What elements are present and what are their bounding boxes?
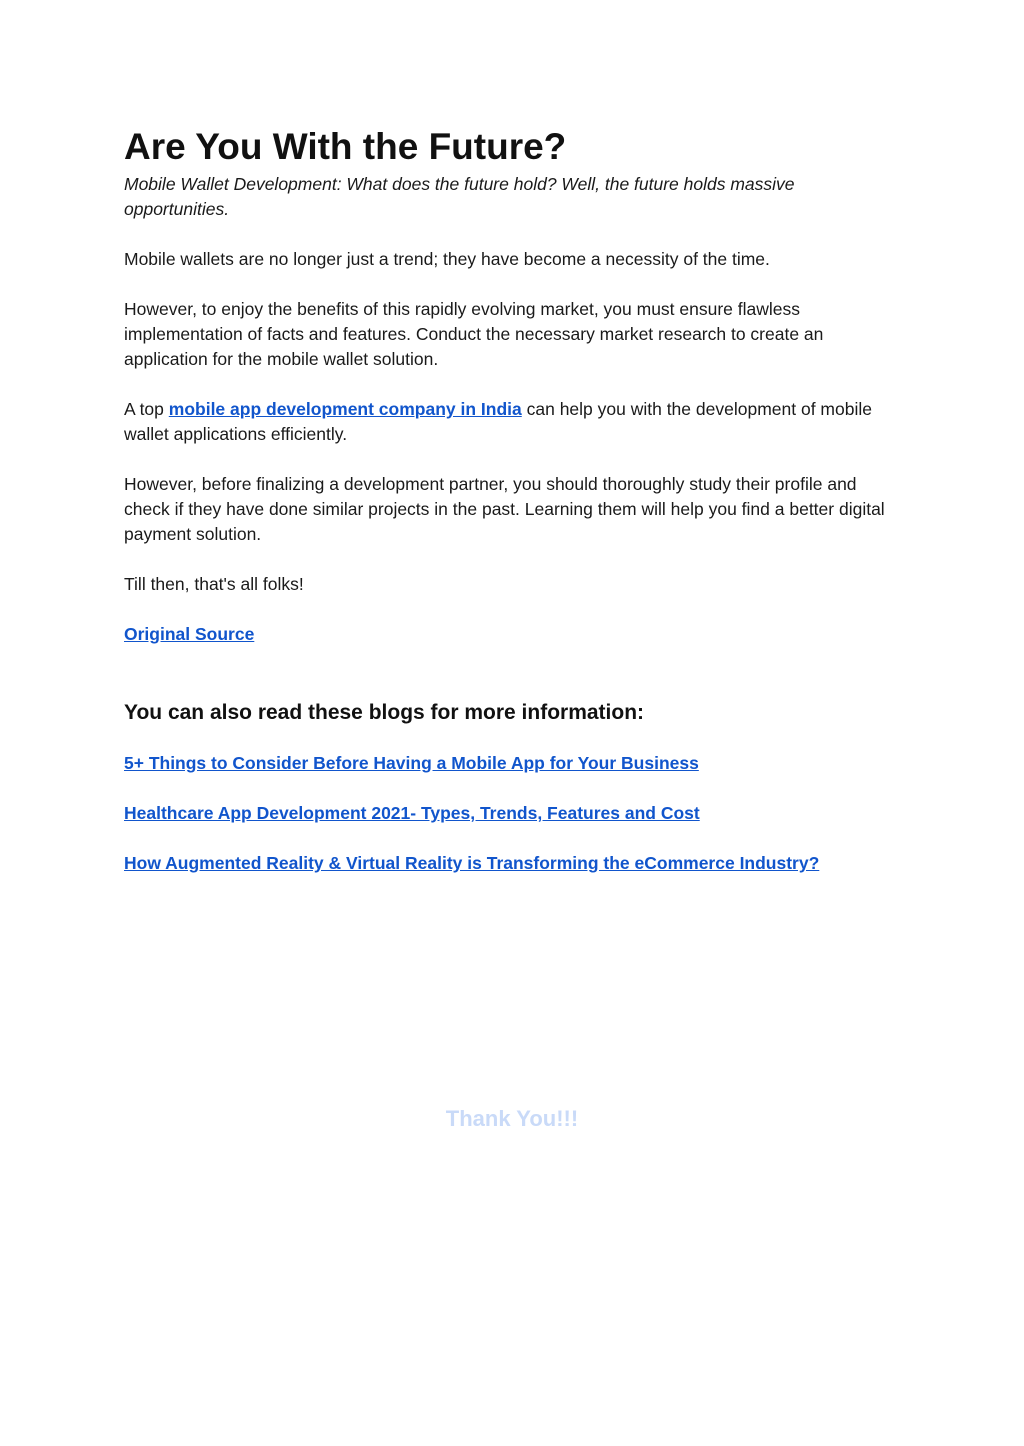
list-item <box>124 801 894 826</box>
paragraph-trend: Mobile wallets are no longer just a trend; they have become a necessity of the time. <box>124 249 770 269</box>
thank-you-text: Thank You!!! <box>445 1106 579 1131</box>
paragraph-company <box>124 397 894 447</box>
blog-link-ar-vr[interactable]: How Augmented Reality & Virtual Reality is Transforming the eCommerce Industry? <box>124 853 820 873</box>
blog-link-mobile-app[interactable]: 5+ Things to Consider Before Having a Mobile App for Your Business <box>124 753 699 773</box>
list-item <box>124 851 894 876</box>
blog-link-healthcare[interactable]: Healthcare App Development 2021- Types, Trends, Features and Cost <box>124 803 700 823</box>
paragraph-benefits: However, to enjoy the benefits of this rapidly evolving market, you must ensure flawless implementation of facts and features. Conduct the necessary market research to create an application for the mobile wallet solution. <box>124 299 824 369</box>
paragraph-company-text-start: A top <box>124 399 169 419</box>
list-item <box>124 751 894 776</box>
original-source-link[interactable]: Original Source <box>124 624 255 644</box>
paragraph-closing-remark: Till then, that's all folks! <box>124 574 304 594</box>
paragraph-partner: However, before finalizing a development partner, you should thoroughly study their profile and check if they have done similar projects in the past. Learning them will help you find a better digital payment solution. <box>124 474 885 544</box>
company-link[interactable]: mobile app development company in India <box>168 399 522 419</box>
paragraph-company-text-end: can help you with the development of mobile wallet applications efficiently. <box>124 399 872 444</box>
blogs-heading: You can also read these blogs for more information: <box>124 701 645 724</box>
document-body <box>124 124 894 876</box>
page-title: Are You With the Future? <box>124 126 567 167</box>
subtitle: Mobile Wallet Development: What does the future hold? Well, the future holds massive opportunities. <box>124 174 795 219</box>
source-line <box>124 622 894 647</box>
